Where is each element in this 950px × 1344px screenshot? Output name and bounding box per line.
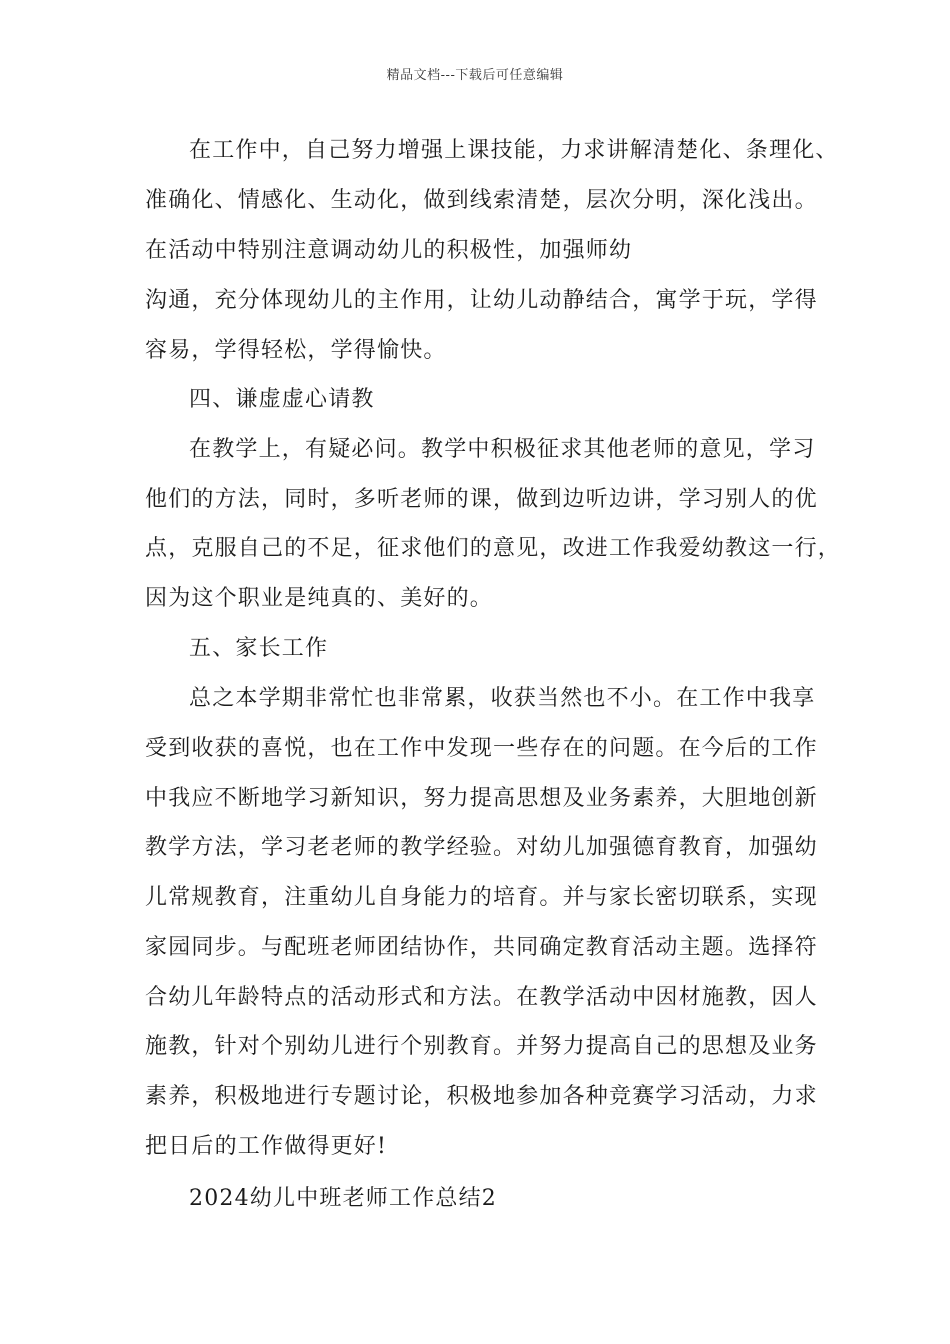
document-title: 2024幼儿中班老师工作总结2: [189, 1186, 497, 1211]
section-heading: 五、家长工作: [189, 636, 329, 661]
paragraph-line: 在工作中，自己努力增强上课技能，力求讲解清楚化、条理化、: [189, 138, 839, 163]
paragraph-line: 准确化、情感化、生动化，做到线索清楚，层次分明，深化浅出。: [145, 188, 818, 213]
paragraph-line: 点，克服自己的不足，征求他们的意见，改进工作我爱幼教这一行，: [145, 536, 842, 561]
paragraph-line: 合幼儿年龄特点的活动形式和方法。在教学活动中因材施教，因人: [145, 985, 818, 1010]
paragraph-line: 他们的方法，同时，多听老师的课，做到边听边讲，学习别人的优: [145, 487, 818, 512]
paragraph-line: 受到收获的喜悦，也在工作中发现一些存在的问题。在今后的工作: [145, 736, 818, 761]
paragraph-line: 施教，针对个别幼儿进行个别教育。并努力提高自己的思想及业务: [145, 1034, 818, 1059]
paragraph-line: 在活动中特别注意调动幼儿的积极性，加强师幼: [145, 238, 633, 263]
paragraph-line: 中我应不断地学习新知识，努力提高思想及业务素养，大胆地创新: [145, 786, 818, 811]
paragraph-line: 沟通，充分体现幼儿的主作用，让幼儿动静结合，寓学于玩，学得: [145, 288, 818, 313]
paragraph-line: 素养，积极地进行专题讨论，积极地参加各种竞赛学习活动，力求: [145, 1084, 818, 1109]
page-header: 精品文档---下载后可任意编辑: [386, 68, 564, 83]
paragraph-line: 把日后的工作做得更好!: [145, 1134, 388, 1159]
paragraph-line: 儿常规教育，注重幼儿自身能力的培育。并与家长密切联系，实现: [145, 885, 818, 910]
paragraph-line: 教学方法，学习老老师的教学经验。对幼儿加强德育教育，加强幼: [145, 835, 818, 860]
section-heading: 四、谦虚虚心请教: [189, 387, 375, 412]
paragraph-line: 家园同步。与配班老师团结协作，共同确定教育活动主题。选择符: [145, 935, 818, 960]
paragraph-line: 容易，学得轻松，学得愉快。: [145, 338, 447, 363]
paragraph-line: 因为这个职业是纯真的、美好的。: [145, 586, 494, 611]
paragraph-line: 总之本学期非常忙也非常累，收获当然也不小。在工作中我享: [189, 686, 816, 711]
paragraph-line: 在教学上，有疑必问。教学中积极征求其他老师的意见，学习: [189, 437, 816, 462]
